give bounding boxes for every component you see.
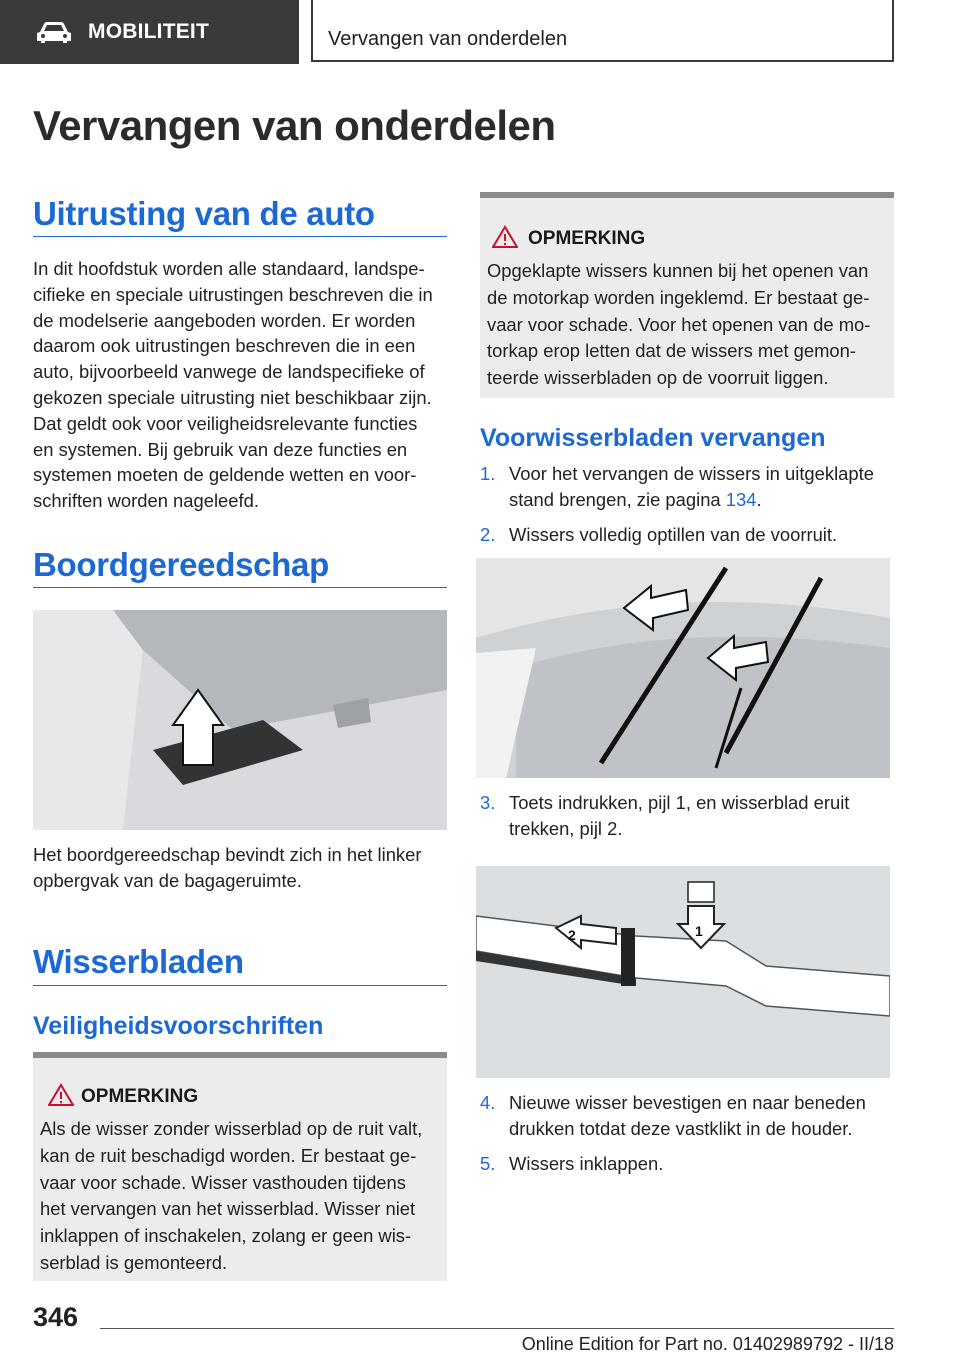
note-title: OPMERKING (81, 1086, 199, 1107)
uitrusting-text: In dit hoofdstuk worden alle standaard, landspe- cifieke en speciale uitrustingen beschreven die in de modelserie aangeboden worden. Er worden daarom ook uitrustingen beschreven die in een auto, bijvoorbeeld vanwege de landspecifieke of gekozen speciale uitrusting niet beschikbaar zijn. Dat geldt ook voor veiligheidsrelevante functies en systemen. Bij gebruik van deze functies en systemen moeten de geldende wetten en voor- schriften worden nageleefd. (33, 258, 433, 512)
steps-list (480, 1090, 894, 1187)
steps-list (480, 461, 894, 558)
heading-uitrusting: Uitrusting van de auto (33, 195, 375, 232)
heading-rule (33, 985, 447, 986)
step-item: 5. Wissers inklappen. (480, 1153, 664, 1175)
chapter-header (311, 0, 894, 62)
step-item: 2. Wissers volledig optillen van de voorruit. (480, 524, 838, 546)
boordgereedschap-text: Het boordgereedschap bevindt zich in het linker opbergvak van de bagageruimte. (33, 844, 422, 891)
wiper-blade-release-photo (476, 866, 890, 1078)
step-item: 3. Toets indrukken, pijl 1, en wisserblad eruit trekken, pijl 2. (480, 792, 850, 839)
page-title: Vervangen van onderdelen (33, 102, 556, 149)
note-title: OPMERKING (528, 228, 646, 249)
section-tab (0, 0, 299, 64)
steps-list (480, 790, 894, 851)
warning-triangle-icon (492, 225, 518, 249)
edition-label: Online Edition for Part no. 01402989792 - II/18 (521, 1334, 894, 1354)
page-number: 346 (33, 1302, 79, 1332)
arrow-label-1: 1 (695, 923, 703, 939)
note-text: Als de wisser zonder wisserblad op de ruit valt, kan de ruit beschadigd worden. Er bestaat ge- vaar voor schade. Wisser vasthouden tijdens het vervangen van het wisserblad. Wisser niet inklappen of inschakelen, zolang er geen wis- serblad is gemonteerd. (40, 1118, 423, 1273)
heading-voorwisserbladen: Voorwisserbladen vervangen (480, 424, 826, 452)
trunk-compartment-photo (33, 610, 447, 830)
windshield-wipers-photo (476, 558, 890, 778)
car-icon (34, 20, 74, 44)
step-item: 1. Voor het vervangen de wissers in uitgeklapte stand brengen, zie pagina 134. (480, 463, 874, 510)
heading-wisserbladen: Wisserbladen (33, 943, 244, 980)
page-link[interactable]: 134 (725, 488, 757, 510)
heading-rule (33, 587, 447, 588)
note-box (480, 192, 894, 398)
note-text: Opgeklapte wissers kunnen bij het openen van de motorkap worden ingeklemd. Er bestaat ge- vaar voor schade. Voor het openen van de mo- torkap erop letten dat de wissers met gemon- teerde wisserbladen op de voorruit liggen. (487, 260, 871, 389)
heading-boordgereedschap: Boordgereedschap (33, 546, 329, 583)
heading-rule (33, 236, 447, 237)
step-item: 4. Nieuwe wisser bevestigen en naar beneden drukken totdat deze vastklikt in de houder. (480, 1092, 866, 1139)
heading-veiligheidsvoorschriften: Veiligheidsvoorschriften (33, 1012, 324, 1040)
footer-rule (100, 1328, 894, 1329)
chapter-label: Vervangen van onderdelen (328, 28, 568, 50)
arrow-label-2: 2 (568, 927, 576, 943)
note-box (33, 1052, 447, 1281)
warning-triangle-icon (48, 1083, 74, 1107)
section-label: MOBILITEIT (88, 20, 209, 43)
